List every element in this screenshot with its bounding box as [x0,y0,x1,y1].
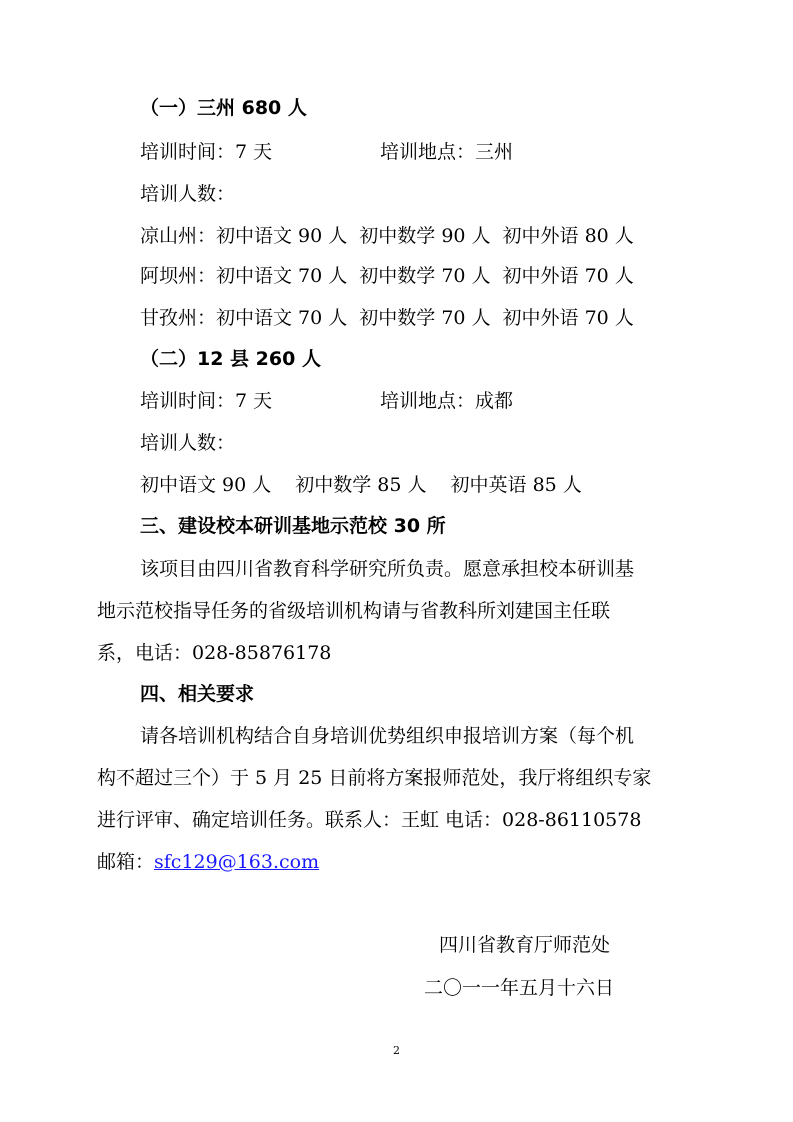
training-place: 培训地点：成都 [380,390,514,412]
chinese-count: 初中语文 90 人 [140,474,272,496]
region-label: 阿坝州： [140,265,217,287]
foreign-count: 初中外语 70 人 [502,307,634,329]
list-item [140,223,634,249]
section-heading-three-prefectures: （一）三州 680 人 [140,97,307,119]
page-number: 2 [393,1044,400,1057]
foreign-count: 初中外语 70 人 [502,265,634,287]
paragraph-line: 请各培训机构结合自身培训优势组织申报培训方案（每个机 [140,725,635,747]
email-label: 邮箱： [97,851,155,873]
chinese-count: 初中语文 90 人 [216,225,348,247]
paragraph-line: 该项目由四川省教育科学研究所负责。愿意承担校本研训基 [140,558,635,580]
chinese-count: 初中语文 70 人 [216,265,348,287]
signature-date: 二〇一一年五月十六日 [424,977,615,999]
math-count: 初中数学 70 人 [359,307,491,329]
training-time: 培训时间：7 天 [140,141,273,163]
region-label: 凉山州： [140,225,217,247]
paragraph-line: 构不超过三个）于 5 月 25 日前将方案报师范处，我厅将组织专家 [97,767,652,789]
training-count-label: 培训人数： [140,183,236,205]
list-item [140,305,634,331]
paragraph-line: 地示范校指导任务的省级培训机构请与省教科所刘建国主任联 [97,600,611,622]
paragraph-line: 进行评审、确定培训任务。联系人：王虹 电话：028-86110578 [97,809,642,831]
list-item [140,263,634,289]
math-count: 初中数学 70 人 [359,265,491,287]
english-count: 初中英语 85 人 [450,474,582,496]
chinese-count: 初中语文 70 人 [216,307,348,329]
email-line [97,849,319,875]
section-heading-twelve-counties: （二）12 县 260 人 [140,348,321,370]
training-count-label: 培训人数： [140,432,236,454]
region-label: 甘孜州： [140,307,217,329]
list-item [140,472,582,498]
math-count: 初中数学 85 人 [295,474,427,496]
math-count: 初中数学 90 人 [359,225,491,247]
signature-org: 四川省教育厅师范处 [439,934,611,956]
training-time: 培训时间：7 天 [140,390,273,412]
section-heading-requirements: 四、相关要求 [140,683,255,705]
section-heading-demo-schools: 三、建设校本研训基地示范校 30 所 [140,515,446,537]
foreign-count: 初中外语 80 人 [502,225,634,247]
training-place: 培训地点：三州 [380,141,514,163]
paragraph-line: 系，电话：028-85876178 [97,642,332,664]
email-link[interactable]: sfc129@163.com [154,851,320,873]
